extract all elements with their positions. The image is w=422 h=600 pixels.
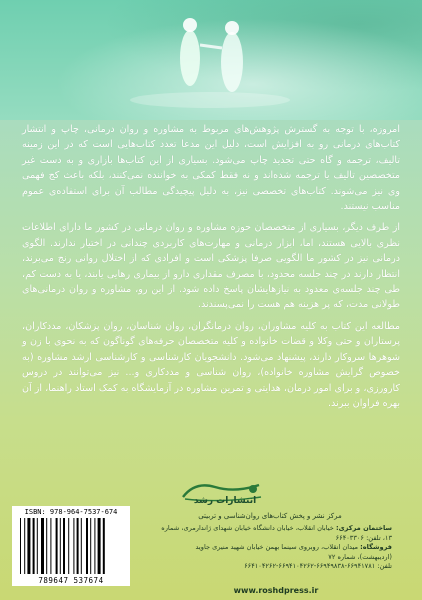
store-label: فروشگاه: bbox=[360, 543, 392, 552]
publisher-logo-text: انتشارات رشد bbox=[193, 496, 257, 506]
store bbox=[160, 543, 392, 562]
cover-photo bbox=[0, 0, 422, 120]
phone-numbers: تلفن: ۶۶۹۴۱۷۸۱-۶۶۹۴۹۸۳۸-۶۶۹۴۱۰۴۲۶۲-۶۶۴۱۰۴۲۶۲ bbox=[244, 562, 392, 571]
central-office-label: ساختمان مرکزی: bbox=[335, 524, 392, 532]
dancers-illustration bbox=[0, 0, 422, 120]
publisher-tagline: مرکز نشر و پخش کتاب‌های روان‌شناسی و تربیتی bbox=[198, 512, 342, 520]
paragraph-1: امروزه، با توجه به گسترش پژوهش‌های مربوط به مشاوره و روان درمانی، چاپ و انتشار کتاب‌های درمانی رو به افزایش است، دلیل این مدعا تعدد کتاب‌هایی است که در این زمینه تالیف، ترجمه و گاه حتی تجدید چاپ می‌شود. بسیاری از این کتاب‌ها بازاری و به دست غیر متخصصین تالیف یا ترجمه شده‌اند و نه فقط کمکی به خواننده نمی‌کنند، بلکه باعث کج فهمی وی نیز می‌شوند. کتاب‌های تخصصی نیز، به دلیل پیچیدگی مطالب آن برای استفاده‌ی عموم مناسب نیستند. bbox=[22, 124, 400, 213]
isbn-label: ISBN: 978-964-7537-674 bbox=[24, 508, 118, 516]
paragraph-3: مطالعه این کتاب به کلیه مشاوران، روان درمانگران، روان شناسان، روان پزشکان، مددکاران، پرستاران و حتی وکلا و قضات خانواده و کلیه متخصصان حرفه‌های گوناگون که به نحوی با زن و شوهرها سروکار دارند، پیشنهاد می‌شود. دانشجویان کارشناسی و کارشناسی ارشد مشاوره (به خصوص گرایش مشاوره خانواده)، روان شناسی و مددکاری و... نیز می‌توانند در دروس کارورزی، و برای امور درمان، هدایتی و تمرین مشاوره در آزمایشگاه به کمک استاد راهنما، از آن بهره فراوان ببرند. bbox=[22, 320, 400, 409]
store-address: میدان انقلاب، روبروی سینما بهمن خیابان شهید منیری جاوید (اردیبهشت)، شماره ۷۲ bbox=[195, 543, 392, 561]
publisher-website: www.roshdpress.ir bbox=[233, 586, 319, 595]
cover-text bbox=[22, 122, 400, 417]
publisher-contact bbox=[160, 524, 392, 572]
paragraph-2: از طرف دیگر، بسیاری از متخصصان حوزه مشاوره و روان درمانی در کشور ما دارای اطلاعات نظری بالایی هستند، اما، ابزار درمانی و مهارت‌های کاربردی چندانی در اختیار ندارند. الگوی درمانی نیز در کشور ما الگویی صرفا پزشکی است و افرادی که از اختلال روانی رنج می‌برند، انتظار دارند در چند جلسه محدود، با مصرف مقداری دارو از بیماری رهایی یابند، یا به دست کم، طی چند جلسه‌ی معدود به نیازهایشان پاسخ داده شود. از این رو، مشاوره و روان درمانی‌های طولانی مدت، که پر هزینه هم هست را نمی‌پسندند. bbox=[22, 222, 400, 311]
barcode-bars bbox=[18, 518, 124, 574]
central-office bbox=[160, 524, 392, 543]
barcode-number: 789647 537674 bbox=[38, 576, 104, 585]
barcode bbox=[12, 506, 130, 586]
central-office-address: خیابان انقلاب، خیابان دانشگاه خیابان شهدای ژاندارمری، شماره ۱۳، تلفن: ۶۶۴۰۳۳۰۶ bbox=[161, 524, 392, 542]
